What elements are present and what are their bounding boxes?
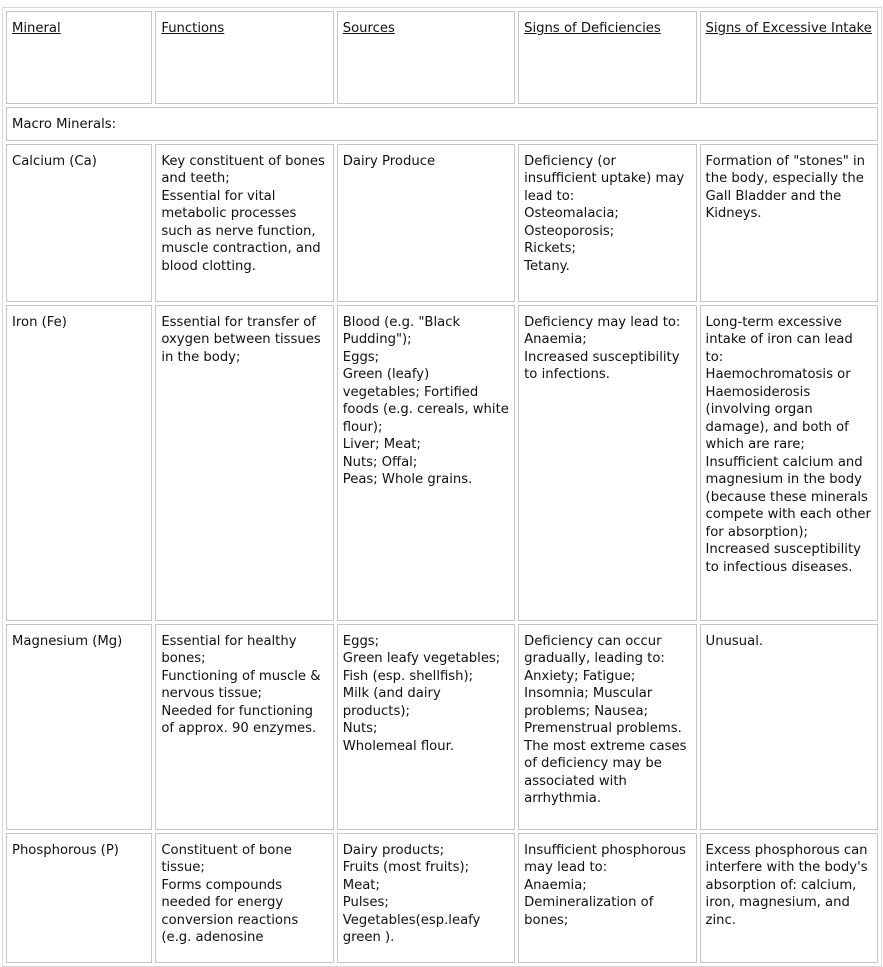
cell-line: Pulses; (342, 895, 389, 910)
cell-line: Osteomalacia; (524, 206, 619, 221)
cell-line: Premenstrual problems. (524, 721, 682, 736)
header-excessive-intake: Signs of Excessive Intake (700, 11, 878, 104)
sources-cell (337, 144, 515, 302)
cell-line: Haemochromatosis or Haemosiderosis (involving organ damage), and both of which are rare; (705, 367, 851, 452)
cell-line: Nuts; (342, 721, 378, 736)
cell-line: Formation of "stones" in the body, especially the Gall Bladder and the Kidneys. (705, 153, 866, 221)
excess-cell (700, 305, 878, 621)
deficiency-cell (518, 833, 696, 963)
sources-cell (337, 624, 515, 830)
cell-line: Excess phosphorous can interfere with the body's absorption of: calcium, iron, magnesium, and zinc. (705, 842, 868, 928)
functions-cell (155, 305, 333, 621)
cell-line: Unusual. (705, 633, 764, 649)
cell-line: Increased susceptibility to infections. (524, 349, 680, 382)
cell-line: Constituent of bone tissue; (161, 842, 292, 875)
cell-line: Anxiety; Fatigue; (524, 668, 636, 684)
cell-line: Demineralization of bones; (524, 895, 654, 928)
cell-line: Eggs; (342, 349, 380, 365)
cell-line: Blood (e.g. "Black Pudding"); (342, 314, 461, 347)
section-title: Macro Minerals: (6, 107, 878, 141)
cell-line: Essential for healthy bones; (161, 633, 297, 666)
functions-cell (155, 624, 333, 830)
cell-line: Insomnia; Muscular problems; Nausea; (524, 686, 653, 719)
cell-line: Insufficient phosphorous may lead to: (524, 842, 687, 875)
header-row (6, 11, 878, 104)
sources-cell (337, 833, 515, 963)
cell-line: Functioning of muscle & nervous tissue; (161, 668, 321, 701)
header-deficiencies: Signs of Deficiencies (518, 11, 696, 104)
table-row-iron (6, 305, 878, 621)
cell-line: Green leafy vegetables; (342, 651, 501, 666)
functions-cell (155, 144, 333, 302)
cell-line: Essential for vital metabolic processes such as nerve function, muscle contraction, and blood clotting. (161, 188, 321, 274)
cell-line: Dairy products; (342, 842, 445, 858)
cell-line: Fish (esp. shellfish); (342, 668, 474, 684)
table-row-magnesium (6, 624, 878, 830)
cell-line: Nuts; Offal; (342, 454, 418, 470)
mineral-name: Iron (Fe) (6, 305, 152, 621)
cell-line: Deficiency can occur gradually, leading to: (524, 633, 665, 666)
cell-line: Fruits (most fruits); (342, 860, 470, 875)
cell-line: Key constituent of bones and teeth; (161, 153, 325, 186)
excess-cell (700, 144, 878, 302)
cell-line: Osteoporosis; (524, 223, 615, 239)
cell-line: Peas; Whole grains. (342, 472, 473, 487)
header-sources: Sources (337, 11, 515, 104)
table-row-phosphorous (6, 833, 878, 963)
mineral-name: Phosphorous (P) (6, 833, 152, 963)
deficiency-cell (518, 144, 696, 302)
cell-line: Vegetables(esp.leafy green ). (342, 912, 481, 945)
cell-line: Milk (and dairy products); (342, 686, 441, 719)
cell-line: Liver; Meat; (342, 437, 421, 452)
deficiency-cell (518, 624, 696, 830)
cell-line: Eggs; (342, 633, 380, 649)
cell-line: Meat; (342, 877, 380, 893)
deficiency-cell (518, 305, 696, 621)
cell-line: Deficiency may lead to: (524, 314, 681, 330)
cell-line: Long-term excessive intake of iron can lead to: (705, 314, 853, 365)
header-functions: Functions (155, 11, 333, 104)
cell-line: Insufficient calcium and magnesium in the body (because these minerals compete with each other for absorption); (705, 454, 871, 540)
mineral-name: Calcium (Ca) (6, 144, 152, 302)
cell-line: Dairy Produce (342, 153, 436, 169)
cell-line: Rickets; (524, 241, 576, 256)
excess-cell (700, 833, 878, 963)
functions-cell (155, 833, 333, 963)
cell-line: Needed for functioning of approx. 90 enzymes. (161, 703, 317, 736)
cell-line: Deficiency (or insufficient uptake) may lead to: (524, 153, 685, 204)
section-row (6, 107, 878, 141)
cell-line: Forms compounds needed for energy conversion reactions (e.g. adenosine (161, 877, 299, 945)
minerals-table (2, 7, 882, 967)
cell-line: The most extreme cases of deficiency may be associated with arrhythmia. (524, 738, 687, 806)
mineral-name: Magnesium (Mg) (6, 624, 152, 830)
cell-line: Wholemeal flour. (342, 738, 455, 754)
cell-line: Essential for transfer of oxygen between tissues in the body; (161, 314, 321, 365)
table-row-calcium (6, 144, 878, 302)
header-mineral: Mineral (6, 11, 152, 104)
cell-line: Anaemia; (524, 332, 587, 347)
cell-line: Tetany. (524, 258, 570, 274)
sources-cell (337, 305, 515, 621)
excess-cell (700, 624, 878, 830)
cell-line: Green (leafy) vegetables; Fortified foods (e.g. cereals, white flour); (342, 367, 509, 435)
cell-line: Increased susceptibility to infectious diseases. (705, 542, 861, 575)
cell-line: Anaemia; (524, 877, 587, 893)
